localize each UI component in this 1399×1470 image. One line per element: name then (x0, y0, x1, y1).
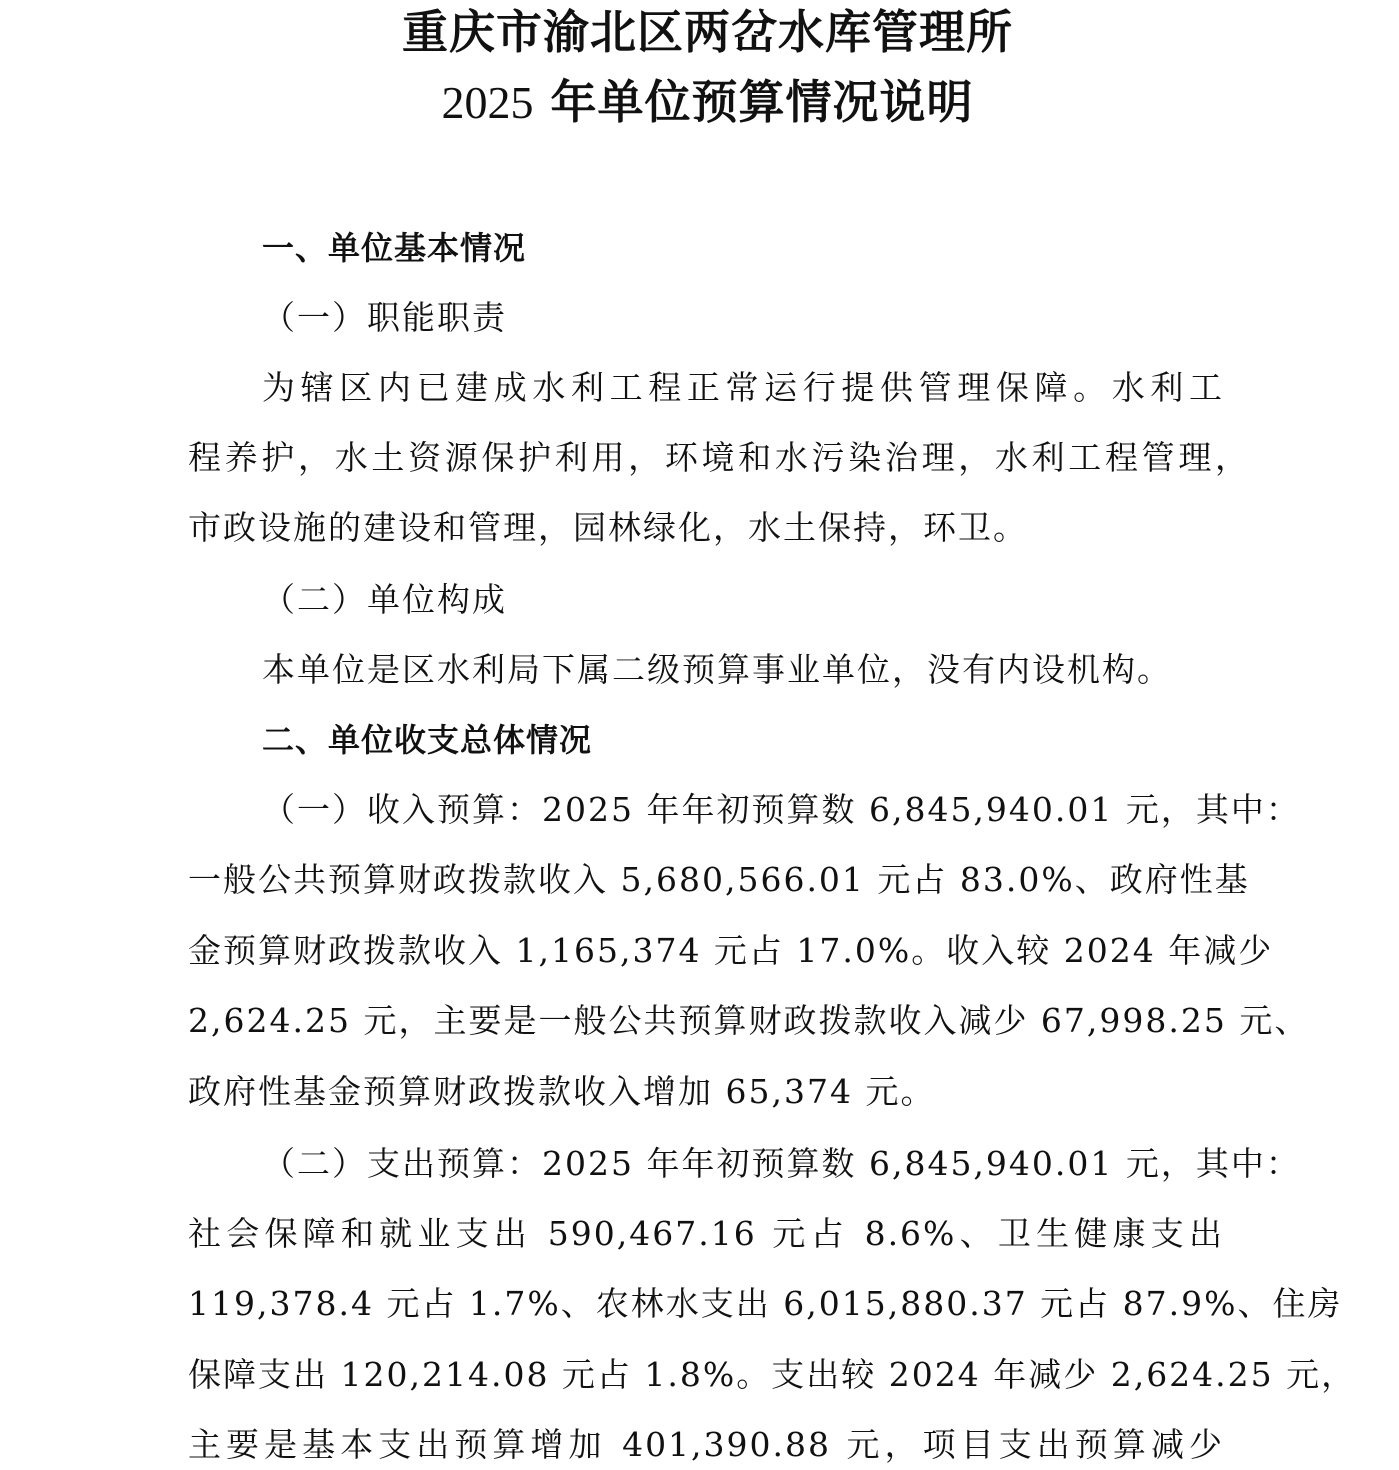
section-1-sub-1-heading: （一）职能职责 (262, 298, 507, 337)
expense-line-1: （二）支出预算：2025 年年初预算数 6,845,940.01 元，其中： (262, 1144, 1301, 1183)
income-line-4: 2,624.25 元，主要是一般公共预算财政拨款收入减少 67,998.25 元、 (188, 1001, 1310, 1040)
income-line-5: 政府性基金预算财政拨款收入增加 65,374 元。 (188, 1072, 936, 1111)
income-line-1: （一）收入预算：2025 年年初预算数 6,845,940.01 元，其中： (262, 790, 1301, 829)
section-2-heading: 二、单位收支总体情况 (262, 721, 593, 759)
expense-line-2: 社会保障和就业支出 590,467.16 元占 8.6%、卫生健康支出 (188, 1214, 1224, 1253)
title-rest: 年单位预算情况说明 (533, 75, 974, 129)
document-title-line-1: 重庆市渝北区两岔水库管理所 (402, 5, 1013, 59)
duties-line-3: 市政设施的建设和管理，园林绿化，水土保持，环卫。 (188, 508, 1028, 547)
section-1-sub-2-heading: （二）单位构成 (262, 580, 507, 619)
document-title-line-2 (0, 72, 1399, 133)
expense-line-5: 主要是基本支出预算增加 401,390.88 元，项目支出预算减少 (188, 1425, 1224, 1464)
section-1-heading: 一、单位基本情况 (262, 229, 527, 267)
income-line-3: 金预算财政拨款收入 1,165,374 元占 17.0%。收入较 2024 年减少 (188, 931, 1274, 970)
composition-line-1: 本单位是区水利局下属二级预算事业单位，没有内设机构。 (262, 650, 1172, 689)
expense-line-3: 119,378.4 元占 1.7%、农林水支出 6,015,880.37 元占 87.9%、住房 (188, 1284, 1343, 1323)
income-line-2: 一般公共预算财政拨款收入 5,680,566.01 元占 83.0%、政府性基 (188, 860, 1250, 899)
title-year: 2025 (441, 77, 534, 128)
duties-line-1: 为辖区内已建成水利工程正常运行提供管理保障。水利工 (262, 368, 1224, 407)
expense-line-4: 保障支出 120,214.08 元占 1.8%。支出较 2024 年减少 2,624.25 元， (188, 1355, 1357, 1394)
duties-line-2: 程养护，水土资源保护利用，环境和水污染治理，水利工程管理， (188, 438, 1250, 477)
